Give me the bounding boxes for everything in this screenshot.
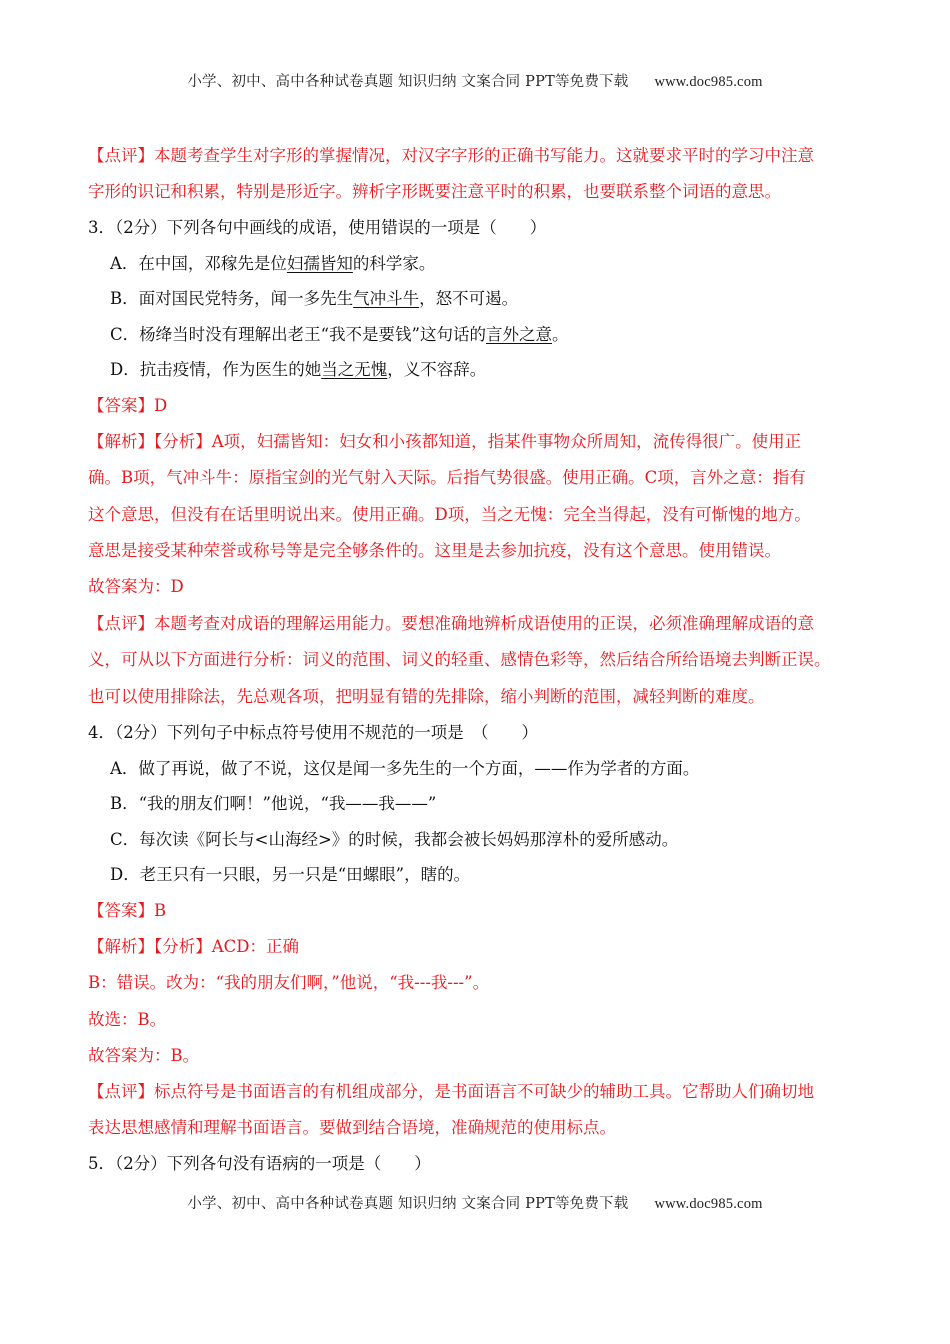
analysis-q3-line5: 故答案为：D xyxy=(88,577,184,596)
q3-option-a: A．在中国，邓稼先是位妇孺皆知的科学家。 xyxy=(110,254,436,273)
comment-q4-line1: 【点评】标点符号是书面语言的有机组成部分，是书面语言不可缺少的辅助工具。它帮助人们确切地 xyxy=(88,1082,814,1101)
question-4: 4．（2分）下列句子中标点符号使用不规范的一项是 （ ） xyxy=(88,723,538,742)
q3c-underlined-idiom: 言外之意 xyxy=(486,325,552,344)
q3-option-c: C．杨绛当时没有理解出老王“我不是要钱”这句话的言外之意。 xyxy=(110,325,569,344)
header-site: www.doc985.com xyxy=(654,74,763,90)
q3a-underlined-idiom: 妇孺皆知 xyxy=(286,254,353,273)
analysis-q3-line2: 确。B项，气冲斗牛：原指宝剑的光气射入天际。后指气势很盛。使用正确。C项，言外之意：指有 xyxy=(88,468,806,487)
comment-q3-line2: 义，可从以下方面进行分析：词义的范围、词义的轻重、感情色彩等，然后结合所给语境去判断正误。 xyxy=(88,650,831,669)
comment-q3-line1: 【点评】本题考查对成语的理解运用能力。要想准确地辨析成语使用的正误，必须准确理解成语的意 xyxy=(88,614,814,633)
q3b-underlined-idiom: 气冲斗牛 xyxy=(353,289,420,308)
q3-option-d: D．抗击疫情，作为医生的她当之无愧，义不容辞。 xyxy=(110,360,487,379)
page-header xyxy=(0,70,950,91)
question-3: 3．（2分）下列各句中画线的成语，使用错误的一项是（ ） xyxy=(88,218,547,237)
analysis-q3-line3: 这个意思，但没有在话里明说出来。使用正确。D项，当之无愧：完全当得起，没有可惭愧的地方。 xyxy=(88,505,811,524)
header-text: 小学、初中、高中各种试卷真题 知识归纳 文案合同 PPT等免费下载 xyxy=(187,74,629,90)
analysis-q3-line4: 意思是接受某种荣誉或称号等是完全够条件的。这里是去参加抗疫，没有这个意思。使用错误。 xyxy=(88,541,781,560)
analysis-q4-line3: 故选：B。 xyxy=(88,1010,167,1029)
q4-option-d: D．老王只有一只眼，另一只是“田螺眼”，瞎的。 xyxy=(110,865,471,884)
comment-q3-line3: 也可以使用排除法，先总观各项，把明显有错的先排除，缩小判断的范围，减轻判断的难度。 xyxy=(88,687,765,706)
answer-q3: 【答案】D xyxy=(88,396,168,415)
analysis-q4-line2: B：错误。改为：“我的朋友们啊，”他说，“我---我---”。 xyxy=(88,973,490,992)
q3d-underlined-idiom: 当之无愧 xyxy=(321,360,388,379)
question-5: 5．（2分）下列各句没有语病的一项是（ ） xyxy=(88,1154,431,1173)
q4-option-a: A．做了再说，做了不说，这仅是闻一多先生的一个方面，——作为学者的方面。 xyxy=(110,759,700,778)
comment-q2-line2: 字形的识记和积累，特别是形近字。辨析字形既要注意平时的积累，也要联系整个词语的意思。 xyxy=(88,182,781,201)
comment-q4-line2: 表达思想感情和理解书面语言。要做到结合语境，准确规范的使用标点。 xyxy=(88,1118,616,1137)
analysis-q3-line1: 【解析】【分析】A项，妇孺皆知：妇女和小孩都知道，指某件事物众所周知，流传得很广。使用正 xyxy=(88,432,802,451)
answer-q4: 【答案】B xyxy=(88,901,167,920)
q4-option-b: B．“我的朋友们啊！”他说，“我——我——” xyxy=(110,794,437,813)
comment-q2-line1: 【点评】本题考查学生对字形的掌握情况，对汉字字形的正确书写能力。这就要求平时的学习中注意 xyxy=(88,146,814,165)
analysis-q4-line4: 故答案为：B。 xyxy=(88,1046,200,1065)
footer-text: 小学、初中、高中各种试卷真题 知识归纳 文案合同 PPT等免费下载 xyxy=(187,1196,629,1212)
analysis-q4-line1: 【解析】【分析】ACD：正确 xyxy=(88,937,300,956)
page-footer xyxy=(0,1192,950,1213)
footer-site: www.doc985.com xyxy=(654,1196,763,1212)
q3-option-b: B．面对国民党特务，闻一多先生气冲斗牛，怒不可遏。 xyxy=(110,289,519,308)
q4-option-c: C．每次读《阿长与<山海经>》的时候，我都会被长妈妈那淳朴的爱所感动。 xyxy=(110,830,679,849)
